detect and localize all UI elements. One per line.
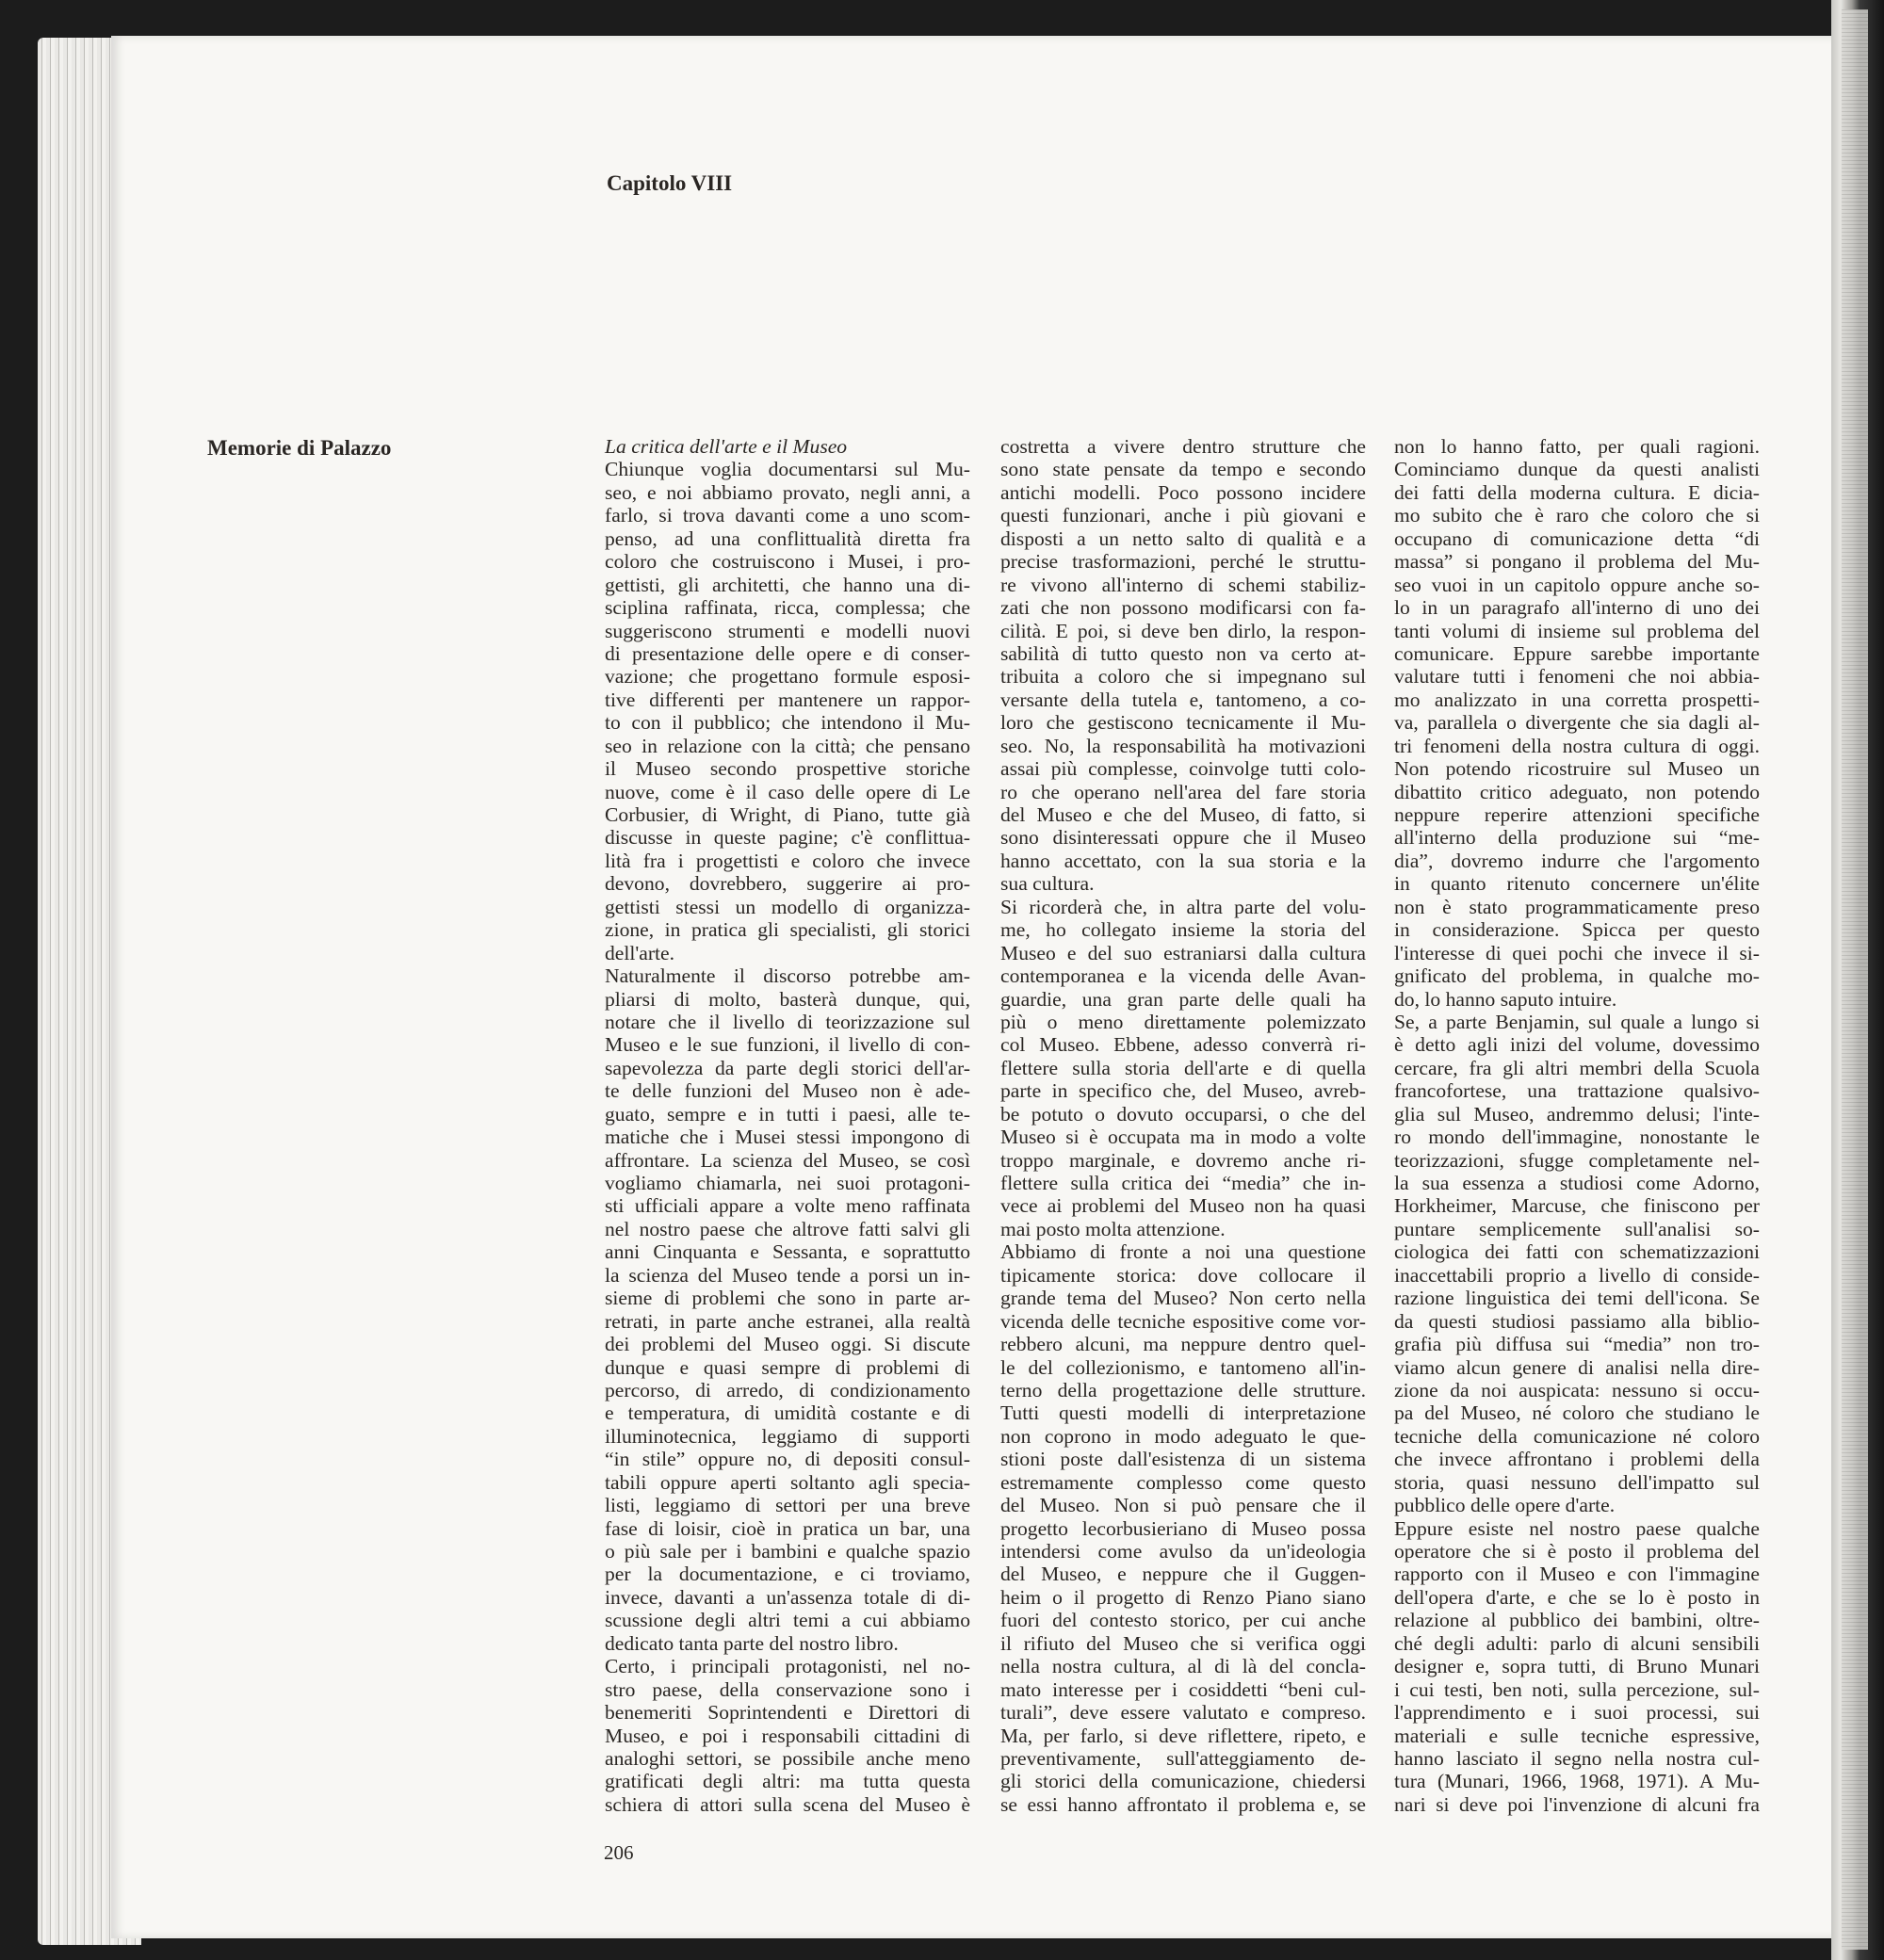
text-line: gettisti, gli architetti, che hanno una di- [605,573,970,596]
text-line: è detto agli inizi del volume, dovessimo [1394,1033,1760,1057]
text-column-2 [1000,435,1366,1816]
text-column-1 [605,435,970,1816]
text-line: matiche che i Musei stessi impongono di [605,1126,970,1149]
text-line: tanti volumi di insieme sul problema del [1394,619,1760,642]
text-line: del Museo. Non si può pensare che il [1000,1494,1366,1517]
text-line: devono, dovrebbero, suggerire ai pro- [605,872,970,896]
text-line: lo in un paragrafo all'interno di uno dei [1394,596,1760,620]
text-line: versante della tutela e, tantomeno, a co- [1000,688,1366,711]
text-line: le del collezionismo, e tantomeno all'in- [1000,1355,1366,1379]
text-line: più o meno direttamente polemizzato [1000,1010,1366,1033]
text-line: benemeriti Soprintendenti e Direttori di [605,1701,970,1725]
text-line: l'interesse di quei pochi che invece il si- [1394,941,1760,964]
text-line: va, parallela o divergente che sia dagli al- [1394,711,1760,735]
text-line: notare che il livello di teorizzazione sul [605,1010,970,1033]
text-line: rapporto con il Museo e con l'immagine [1394,1563,1760,1586]
text-line: ro che operano nell'area del fare storia [1000,780,1366,803]
text-line: massa” si pongano il problema del Mu- [1394,550,1760,574]
text-line: dell'arte. [605,941,675,964]
text-line: discusse in queste pagine; c'è conflittua- [605,826,970,850]
text-line: terno della progettazione delle strutture. [1000,1378,1366,1401]
text-line: pa del Museo, né coloro che studiano le [1394,1401,1760,1425]
text-line: retrati, in parte anche estranei, alla realtà [605,1309,970,1333]
text-line: Museo si è occupata ma in modo a volte [1000,1126,1366,1149]
text-line: Horkheimer, Marcuse, che finiscono per [1394,1194,1760,1218]
text-line: dell'opera d'arte, e che se lo è posto in [1394,1585,1760,1609]
text-line: intendersi come avulso da un'ideologia [1000,1540,1366,1563]
text-line: be potuto o dovuto occuparsi, o che del [1000,1102,1366,1126]
page-number: 206 [604,1841,634,1864]
text-line: mato interesse per i cosiddetti “beni cul- [1000,1677,1366,1701]
text-line: non coprono in modo adeguato le que- [1000,1424,1366,1448]
text-line: nel nostro paese che altrove fatti salvi gli [605,1217,970,1240]
text-line: il Museo secondo prospettive storiche [605,757,970,781]
text-line: operatore che si è posto il problema del [1394,1540,1760,1563]
text-line: tabili oppure aperti soltanto agli specia- [605,1470,970,1494]
text-line: designer e, sopra tutti, di Bruno Munari [1394,1655,1760,1678]
text-line: zione, in pratica gli specialisti, gli storici [605,918,970,942]
text-line: anni Cinquanta e Sessanta, e soprattutto [605,1240,970,1264]
text-line: nari si deve poi l'invenzione di alcuni fra [1394,1792,1760,1816]
text-line: heim o il progetto di Renzo Piano siano [1000,1585,1366,1609]
text-line: gettisti stessi un modello di organizza- [605,895,970,918]
text-line: Museo, e poi i responsabili cittadini di [605,1724,970,1747]
text-line: o più sale per i bambini e qualche spazio [605,1540,970,1563]
text-line: sapevolezza da parte degli storici dell'ar- [605,1056,970,1079]
text-line: “in stile” oppure no, di depositi consul- [605,1448,970,1471]
text-line: parte in specifico che, del Museo, avreb- [1000,1079,1366,1103]
text-line: la scienza del Museo tende a porsi un in- [605,1263,970,1287]
text-line: fuori del contesto storico, per cui anche [1000,1609,1366,1632]
text-line: neppure reperire attenzioni specifiche [1394,803,1760,826]
text-line: vicenda delle tecniche espositive come vor- [1000,1309,1366,1333]
text-line: nella nostra cultura, al di là del concla- [1000,1655,1366,1678]
text-line: che invece affrontano i problemi della [1394,1448,1760,1471]
facing-page-edges [1842,9,1868,1950]
text-line: seo vuoi in un capitolo oppure anche so- [1394,573,1760,596]
text-column-3 [1394,435,1760,1816]
text-line: sciplina raffinata, ricca, complessa; che [605,596,970,620]
text-line: gli storici della comunicazione, chiedersi [1000,1770,1366,1793]
text-line: se essi hanno affrontato il problema e, se [1000,1792,1366,1816]
text-line: progetto lecorbusieriano di Museo possa [1000,1516,1366,1540]
text-line: questi funzionari, anche i più giovani e [1000,504,1366,527]
text-line: Certo, i principali protagonisti, nel no- [605,1655,970,1678]
text-line: del Museo, e neppure che il Guggen- [1000,1563,1366,1586]
text-line: me, ho collegato insieme la storia del [1000,918,1366,942]
chapter-heading: Capitolo VIII [607,171,733,195]
text-line: Museo e le sue funzioni, il livello di con- [605,1033,970,1057]
text-line: mai posto molta attenzione. [1000,1217,1226,1240]
text-line: francofortese, una trattazione qualsivo- [1394,1079,1760,1103]
text-line: Naturalmente il discorso potrebbe am- [605,964,970,988]
text-line: all'interno della produzione sui “me- [1394,826,1760,850]
text-line: stro paese, della conservazione sono i [605,1677,970,1701]
paragraph [1394,1517,1760,1817]
text-line: invece, davanti a un'assenza totale di di- [605,1585,970,1609]
text-line: sieme di problemi che sono in parte ar- [605,1287,970,1310]
text-line: grafia più diffusa sui “media” non tro- [1394,1333,1760,1356]
text-line: viamo alcun genere di analisi nella dire- [1394,1355,1760,1379]
text-line: dibattito critico adeguato, non potendo [1394,780,1760,803]
text-line: listi, leggiamo di settori per una breve [605,1494,970,1517]
text-line: di presentazione delle opere e di conser- [605,641,970,665]
text-line: antichi modelli. Poco possono incidere [1000,480,1366,504]
text-line: suggeriscono strumenti e modelli nuovi [605,619,970,642]
text-line: fase di loisir, cioè in pratica un bar, una [605,1516,970,1540]
paragraph [1000,435,1366,896]
text-line: cercare, fra gli altri membri della Scuola [1394,1056,1760,1079]
text-line: guardie, una gran parte delle quali ha [1000,987,1366,1011]
text-line: disposti a un netto salto di qualità e a [1000,526,1366,550]
text-line: per la documentazione, e ci troviamo, [605,1563,970,1586]
subheading: La critica dell'arte e il Museo [605,435,848,458]
text-line: affrontare. La scienza del Museo, se così [605,1148,970,1172]
text-line: tribuita a coloro che si impegnano sul [1000,665,1366,688]
text-line: coloro che costruiscono i Musei, i pro- [605,550,970,574]
text-line: gnificato del problema, in qualche mo- [1394,964,1760,988]
text-line: preventivamente, sull'atteggiamento de- [1000,1746,1366,1770]
text-line: re vivono all'interno di schemi stabiliz- [1000,573,1366,596]
text-line: turali”, deve essere valutato e compreso. [1000,1701,1366,1725]
text-line: tipicamente storica: dove collocare il [1000,1263,1366,1287]
text-line: percorso, di arredo, di condizionamento [605,1378,970,1401]
text-line: l'apprendimento e i suoi processi, sui [1394,1701,1760,1725]
section-title: Memorie di Palazzo [207,436,392,460]
text-line: non lo hanno fatto, per quali ragioni. [1394,435,1760,458]
text-line: Si ricorderà che, in altra parte del volu- [1000,895,1366,918]
text-line: vazione; che progettano formule esposi- [605,665,970,688]
text-line: cilità. E poi, si deve ben dirlo, la respon- [1000,619,1366,642]
text-line: tecniche della comunicazione né coloro [1394,1424,1760,1448]
text-line: ché degli adulti: parlo di alcuni sensibili [1394,1631,1760,1655]
text-line: Corbusier, di Wright, di Piano, tutte già [605,803,970,826]
text-line: tive differenti per mantenere un rappor- [605,688,970,711]
text-line: vece ai problemi del Museo non ha quasi [1000,1194,1366,1218]
text-line: Non potendo ricostruire sul Museo un [1394,757,1760,781]
text-line: ro mondo dell'immagine, nonostante le [1394,1126,1760,1149]
text-line: zione da noi auspicata: nessuno si occu- [1394,1378,1760,1401]
text-line: valutare tutti i fenomeni che noi abbia- [1394,665,1760,688]
text-line: inaccettabili proprio a livello di conside- [1394,1263,1760,1287]
text-line: schiera di attori sulla scena del Museo è [605,1792,970,1816]
text-line: i cui testi, ben noti, sulla percezione, sul- [1394,1677,1760,1701]
text-line: illuminotecnica, leggiamo di supporti [605,1424,970,1448]
text-line: tri fenomeni della nostra cultura di oggi. [1394,734,1760,757]
text-line: Chiunque voglia documentarsi sul Mu- [605,458,970,481]
text-line: sono disinteressati oppure che il Museo [1000,826,1366,850]
text-line: Museo e del suo estraniarsi dalla cultura [1000,941,1366,964]
text-line: loro che gestiscono tecnicamente il Mu- [1000,711,1366,735]
text-line: penso, ad una conflittualità diretta fra [605,526,970,550]
text-line: teorizzazioni, sfugge completamente nel- [1394,1148,1760,1172]
text-line: razione linguistica dei temi dell'icona. Se [1394,1287,1760,1310]
text-line: occupano di comunicazione detta “di [1394,526,1760,550]
text-line: del Museo e che del Museo, di fatto, si [1000,803,1366,826]
text-line: to con il pubblico; che intendono il Mu- [605,711,970,735]
text-line: dei fatti della moderna cultura. E dicia- [1394,480,1760,504]
text-line: gratificati degli altri: ma tutta questa [605,1770,970,1793]
text-line: lità fra i progettisti e coloro che invece [605,849,970,872]
text-line: hanno lasciato il segno nella nostra cul- [1394,1746,1760,1770]
text-line: farlo, si trova davanti come a uno scom- [605,504,970,527]
text-line: dei problemi del Museo oggi. Si discute [605,1333,970,1356]
text-line: guato, sempre e in tutti i paesi, alle te- [605,1102,970,1126]
text-line: relazione al pubblico dei bambini, oltre- [1394,1609,1760,1632]
text-line: seo. No, la responsabilità ha motivazioni [1000,734,1366,757]
text-line: pubblico delle opere d'arte. [1394,1494,1616,1517]
text-line: grande tema del Museo? Non certo nella [1000,1287,1366,1310]
text-line: comunicare. Eppure sarebbe importante [1394,641,1760,665]
text-line: glia sul Museo, andremmo delusi; l'inte- [1394,1102,1760,1126]
text-line: pliarsi di molto, basterà dunque, qui, [605,987,970,1011]
text-line: dia”, dovremo indurre che l'argomento [1394,849,1760,872]
text-line: do, lo hanno saputo intuire. [1394,987,1617,1011]
text-line: nuove, come è il caso delle opere di Le [605,780,970,803]
text-line: scussione degli altri temi a cui abbiamo [605,1609,970,1632]
text-line: storia, quasi nessuno dell'impatto sul [1394,1470,1760,1494]
text-line: dunque e quasi sempre di problemi di [605,1355,970,1379]
paragraph [605,458,970,964]
text-line: Se, a parte Benjamin, sul quale a lungo si [1394,1010,1760,1033]
text-line: Tutti questi modelli di interpretazione [1000,1401,1366,1425]
text-line: tura (Munari, 1966, 1968, 1971). A Mu- [1394,1770,1760,1793]
text-line: sabilità di tutto questo non va certo at- [1000,641,1366,665]
text-line: Eppure esiste nel nostro paese qualche [1394,1516,1760,1540]
text-line: costretta a vivere dentro strutture che [1000,435,1366,458]
text-line: flettere sulla critica dei “media” che in- [1000,1172,1366,1194]
text-line: puntare semplicemente sull'analisi so- [1394,1217,1760,1240]
paragraph [1000,1240,1366,1816]
text-line: vogliamo chiamarla, nei suoi protagoni- [605,1172,970,1194]
text-line: sono state pensate da tempo e secondo [1000,458,1366,481]
text-line: in quanto ritenuto concernere un'élite [1394,872,1760,896]
text-line: materiali e sulle tecniche espressive, [1394,1724,1760,1747]
text-line: dedicato tanta parte del nostro libro. [605,1631,899,1655]
text-line: stioni poste dall'esistenza di un sistema [1000,1448,1366,1471]
text-line: zati che non possono modificarsi con fa- [1000,596,1366,620]
text-line: seo in relazione con la città; che pensano [605,734,970,757]
paragraph [1394,435,1760,1011]
text-line: non è stato programmaticamente preso [1394,895,1760,918]
paragraph [1000,896,1366,1241]
paragraph [1394,1011,1760,1517]
text-line: Abbiamo di fronte a noi una questione [1000,1240,1366,1264]
text-line: sua cultura. [1000,872,1095,896]
text-line: mo analizzato in una corretta prospetti- [1394,688,1760,711]
text-line: il rifiuto del Museo che si verifica oggi [1000,1631,1366,1655]
text-line: in considerazione. Spicca per questo [1394,918,1760,942]
text-line: hanno accettato, con la sua storia e la [1000,849,1366,872]
text-line: col Museo. Ebbene, adesso converrà ri- [1000,1033,1366,1057]
text-line: mo subito che è raro che coloro che si [1394,504,1760,527]
paragraph [605,1655,970,1816]
text-line: assai più complesse, coinvolge tutti colo- [1000,757,1366,781]
text-line: e temperatura, di umidità costante e di [605,1401,970,1425]
text-line: da questi studiosi passiamo alla biblio- [1394,1309,1760,1333]
text-line: contemporanea e la vicenda delle Avan- [1000,964,1366,988]
text-line: precise trasformazioni, perché le struttu- [1000,550,1366,574]
text-line: Ma, per farlo, si deve riflettere, ripeto, e [1000,1724,1366,1747]
text-line: seo, e noi abbiamo provato, negli anni, a [605,480,970,504]
text-line: ciologica dei fatti con schematizzazioni [1394,1240,1760,1264]
text-line: rebbero alcuni, ma neppure dentro quel- [1000,1333,1366,1356]
text-line: Cominciamo dunque da questi analisti [1394,458,1760,481]
text-line: estremamente complesso come questo [1000,1470,1366,1494]
text-line: te delle funzioni del Museo non è ade- [605,1079,970,1103]
text-line: troppo marginale, e dovremo anche ri- [1000,1148,1366,1172]
paragraph [605,964,970,1655]
text-line: la sua essenza a studiosi come Adorno, [1394,1172,1760,1194]
text-line: sti ufficiali appare a volte meno raffinata [605,1194,970,1218]
text-line: analoghi settori, se possibile anche meno [605,1746,970,1770]
text-line: flettere sulla storia dell'arte e di quella [1000,1056,1366,1079]
